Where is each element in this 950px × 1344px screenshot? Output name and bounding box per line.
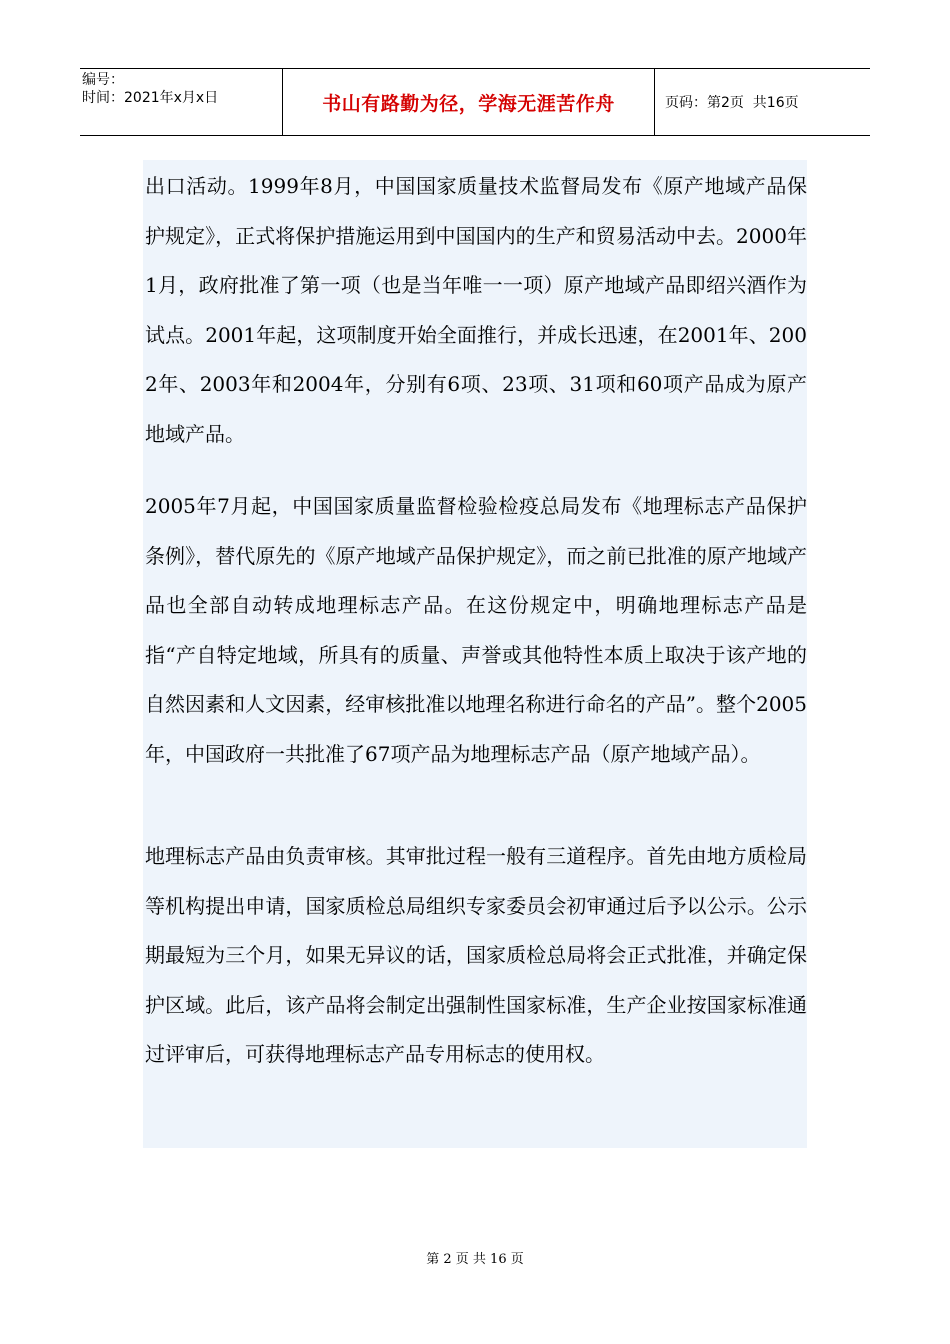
header-page-cell xyxy=(655,69,870,135)
page-footer: 第 2 页 共 16 页 xyxy=(426,1252,524,1267)
header-page-info: 页码：第2页 共16页 xyxy=(665,95,799,111)
paragraph-3: 地理标志产品由负责审核。其审批过程一般有三道程序。首先由地方质检局等机构提出申请，国家质检总局组织专家委员会初审通过后予以公示。公示期最短为三个月，如果无异议的话，国家质检总局将会正式批准，并确定保护区域。此后，该产品将会制定出强制性国家标准，生产企业按国家标准通过评审后，可获得地理标志产品专用标志的使用权。 xyxy=(145,844,807,1067)
document-time-label: 时间：2021年x月x日 xyxy=(82,90,219,106)
header-motto: 书山有路勤为径，学海无涯苦作舟 xyxy=(322,92,615,115)
document-header xyxy=(80,68,870,136)
header-meta-cell xyxy=(80,69,283,135)
paragraph-1: 出口活动。1999年8月，中国国家质量技术监督局发布《原产地域产品保护规定》，正式将保护措施运用到中国国内的生产和贸易活动中去。2000年1月，政府批准了第一项（也是当年唯一一项）原产地域产品即绍兴酒作为试点。2001年起，这项制度开始全面推行，并成长迅速，在2001年、2002年、2003年和2004年，分别有6项、23项、31项和60项产品成为原产地域产品。 xyxy=(145,174,807,446)
document-number-label: 编号： xyxy=(82,72,124,88)
document-body xyxy=(143,160,807,1148)
paragraph-2: 2005年7月起，中国国家质量监督检验检疫总局发布《地理标志产品保护条例》，替代原先的《原产地域产品保护规定》，而之前已批准的原产地域产品也全部自动转成地理标志产品。在这份规定中，明确地理标志产品是指“产自特定地域，所具有的质量、声誉或其他特性本质上取决于该产地的自然因素和人文因素，经审核批准以地理名称进行命名的产品”。整个2005年，中国政府一共批准了67项产品为地理标志产品（原产地域产品）。 xyxy=(145,494,807,766)
header-motto-cell xyxy=(283,69,655,135)
